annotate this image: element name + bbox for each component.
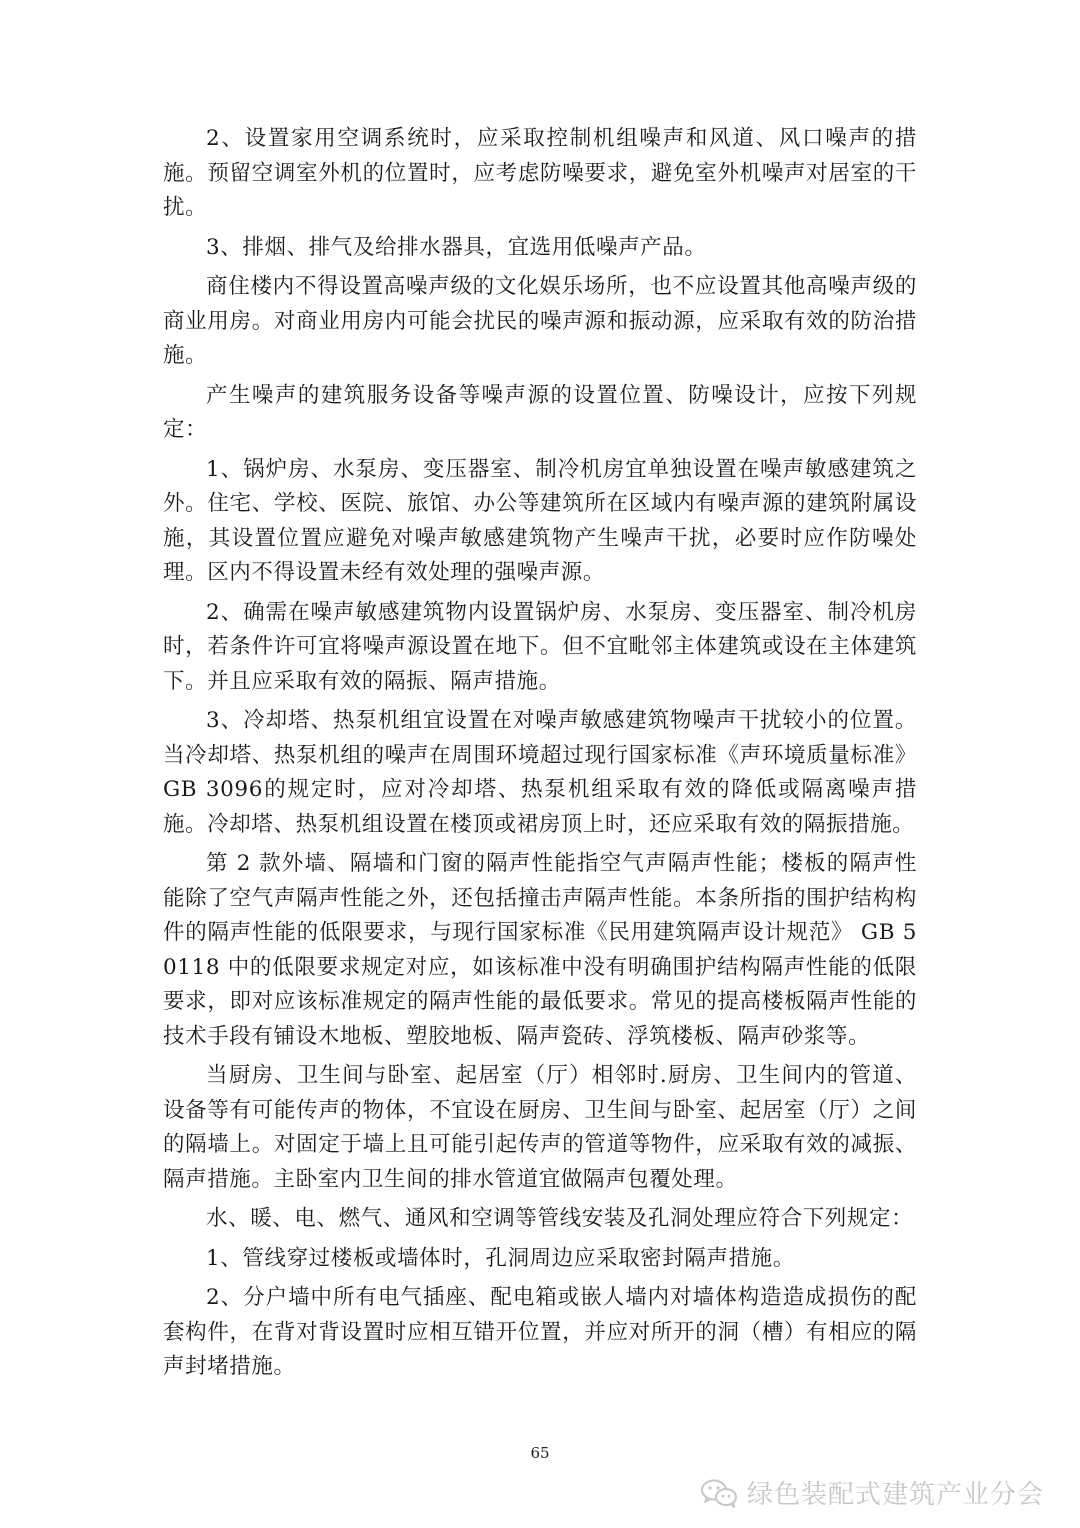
paragraph: 2、确需在噪声敏感建筑物内设置锅炉房、水泵房、变压器室、制冷机房时，若条件许可宜将噪声源设置在地下。但不宜毗邻主体建筑或设在主体建筑下。并且应采取有效的隔振、隔声措施。 [163,599,917,694]
paragraph: 水、暖、电、燃气、通风和空调等管线安装及孔洞处理应符合下列规定： [206,1206,914,1231]
paragraph: 当厨房、卫生间与卧室、起居室（厅）相邻时.厨房、卫生间内的管道、设备等有可能传声的物体，不宜设在厨房、卫生间与卧室、起居室（厅）之间的隔墙上。对固定于墙上且可能引起传声的管道等物件，应采取有效的减振、隔声措施。主卧室内卫生间的排水管道宜做隔声包覆处理。 [163,1063,917,1192]
paragraph: 3、冷却塔、热泵机组宜设置在对噪声敏感建筑物噪声干扰较小的位置。当冷却塔、热泵机组的噪声在周围环境超过现行国家标准《声环境质量标准》 GB 3096的规定时，应对冷却塔、热泵机组采取有效的降低或隔离噪声措施。冷却塔、热泵机组设置在楼顶或裙房顶上时，还应采取有效的隔振措施。 [163,708,917,837]
watermark [699,1474,1044,1511]
paragraph: 2、设置家用空调系统时，应采取控制机组噪声和风道、风口噪声的措施。预留空调室外机的位置时，应考虑防噪要求，避免室外机噪声对居室的干扰。 [163,126,917,220]
paragraph: 1、锅炉房、水泵房、变压器室、制冷机房宜单独设置在噪声敏感建筑之外。住宅、学校、医院、旅馆、办公等建筑所在区域内有噪声源的建筑附属设施，其设置位置应避免对噪声敏感建筑物产生噪声干扰，必要时应作防噪处理。区内不得设置未经有效处理的强噪声源。 [163,456,917,585]
paragraph: 第 2 款外墙、隔墙和门窗的隔声性能指空气声隔声性能；楼板的隔声性能除了空气声隔声性能之外，还包括撞击声隔声性能。本条所指的围护结构构件的隔声性能的低限要求，与现行国家标准《民用建筑隔声设计规范》 GB 50118 中的低限要求规定对应，如该标准中没有明确围护结构隔声性能的低限要求，即对应该标准规定的隔声性能的最低要求。常见的提高楼板隔声性能的技术手段有铺设木地板、塑胶地板、隔声瓷砖、浮筑楼板、隔声砂浆等。 [163,851,917,1049]
wechat-icon [699,1478,739,1508]
document-body [163,122,917,1390]
paragraph: 1、管线穿过楼板或墙体时，孔洞周边应采取密封隔声措施。 [206,1245,795,1271]
paragraph: 商住楼内不得设置高噪声级的文化娱乐场所，也不应设置其他高噪声级的商业用房。对商业用房内可能会扰民的噪声源和振动源，应采取有效的防治措施。 [163,274,917,368]
page-number: 65 [530,1444,550,1462]
paragraph: 3、排烟、排气及给排水器具，宜选用低噪声产品。 [206,234,707,260]
paragraph: 产生噪声的建筑服务设备等噪声源的设置位置、防噪设计，应按下列规定： [163,382,917,442]
paragraph: 2、分户墙中所有电气插座、配电箱或嵌人墙内对墙体构造造成损伤的配套构件，在背对背设置时应相互错开位置，并应对所开的洞（槽）有相应的隔声封堵措施。 [163,1285,917,1379]
watermark-text: 绿色装配式建筑产业分会 [746,1480,1044,1510]
